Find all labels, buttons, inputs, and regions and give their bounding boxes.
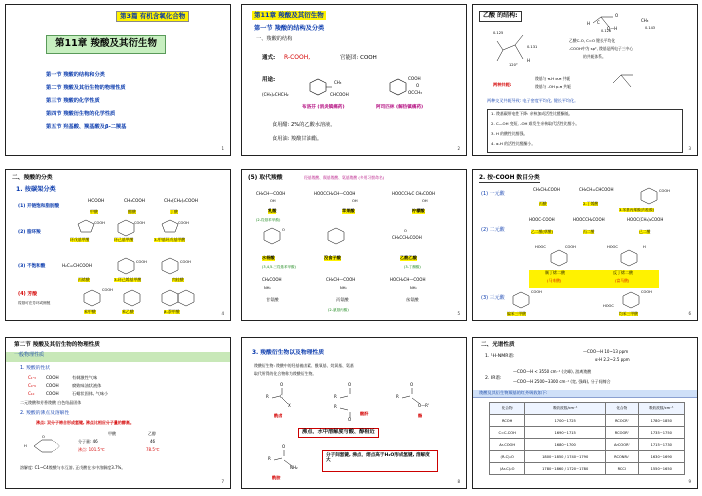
row-group: COOH — [46, 375, 59, 380]
formic-h: H — [587, 21, 591, 26]
compound-name: 3-环己烯基甲酸 — [114, 277, 142, 282]
slide-3 — [472, 4, 698, 156]
page-number: 7 — [221, 479, 224, 484]
summary-text: 两种交叉共轭导致: 电子密度平均化, 键长平均化。 — [487, 98, 579, 103]
table-cell: RCONR₂' — [606, 451, 639, 463]
section-title: 二、羧酸的分类 — [12, 175, 53, 181]
table-cell: 吸收波数/cm⁻¹ — [525, 403, 606, 415]
compound-name: 反丁烯二酸 — [613, 270, 633, 275]
formula: CH₃CH=CHCOOH — [579, 187, 614, 192]
conjugation-note: 羧基与 π-H σ-π 共轭 — [535, 76, 571, 81]
compound-name: 2-丁烯酸 — [583, 201, 599, 206]
general-formula: R-COOH, — [284, 54, 311, 61]
category-label: (2) 脂环羧 — [18, 230, 41, 235]
table-row — [490, 427, 685, 439]
slide-9 — [472, 337, 698, 489]
item-heading: 1. 羧酸的性状 — [20, 366, 51, 371]
table-cell: RCCl — [606, 463, 639, 475]
page-number: 4 — [221, 311, 224, 316]
o-label: O — [404, 229, 407, 233]
table-row — [490, 403, 685, 415]
chapter-title: 第11章 羧酸及其衍生物 — [46, 35, 166, 54]
subsection-title: 一般物理性质 — [14, 352, 45, 358]
compare-cell: 甲酸 — [108, 431, 116, 436]
ir-line: —COO—H < 3550 cm⁻¹ (尖峰), 游离羧酸 — [513, 369, 592, 374]
r-label: R — [396, 394, 399, 399]
structure-note: -COOH中为 sp², 羧基是两电子三中心 — [569, 46, 634, 51]
table-cell: RCOOR' — [606, 427, 639, 439]
table-cell: 1735~1750 — [638, 427, 684, 439]
table-cell: RCOCR' — [606, 415, 639, 427]
table-cell: C=C-COH — [490, 427, 525, 439]
category-label: (1) 开链饱和脂肪酸 — [18, 204, 60, 209]
table-cell: 1700~1725 — [525, 415, 606, 427]
ibuprofen-tail: CHCOOH — [330, 92, 349, 97]
nmr-line: —COO—H 10~13 ppm — [583, 349, 629, 354]
row-desc: 有刺激性气味 — [72, 375, 98, 380]
row-desc: 石蜡状固体, 气味小 — [72, 391, 109, 396]
compound-name: 环己基甲酸 — [114, 237, 134, 242]
o-label: O — [282, 444, 286, 449]
slide-5 — [241, 169, 467, 321]
compound-name: 环戊基甲酸 — [70, 237, 90, 242]
len-b: 0.126 — [601, 29, 612, 33]
table-cell: 化合物 — [490, 403, 525, 415]
bond-angle: 120° — [509, 63, 518, 67]
cooh-label: COOH — [178, 221, 189, 225]
h-label: H — [643, 245, 646, 249]
table-cell: 1690~1715 — [525, 427, 606, 439]
hooc-label: HOOC — [607, 245, 618, 249]
formula: HOOCCH₂COOH — [573, 217, 605, 222]
formula: HOOC(CH₂)₄COOH — [627, 217, 664, 222]
o-label: O — [42, 435, 45, 439]
compound-name: 均苯三甲酸 — [619, 311, 638, 316]
row-group: COOH — [46, 383, 59, 388]
compare-cell: 78.5℃ — [146, 447, 160, 452]
page-number: 5 — [457, 311, 460, 316]
bond-len-1: 0.125 — [493, 31, 504, 35]
compound-name: 苯甲酸 — [84, 309, 96, 314]
aspirin-cooh: COOH — [408, 76, 421, 81]
toc-item: 第二节 羧酸及其衍生物的物理性质 — [46, 85, 126, 91]
cooh-label: COOH — [180, 260, 191, 264]
compound-name: 丙酸 — [539, 201, 547, 206]
aspirin-ester: OCCH₃ — [408, 90, 422, 95]
amide-note: 分子间氢键, 沸点、熔点高于H₂O形成氢键, 溶解度大 — [326, 453, 430, 464]
nmr-heading: 1. ¹H-NMR谱: — [485, 354, 515, 359]
row-carbons: C₄-₉ — [28, 383, 36, 388]
cooh-label: COOH — [531, 290, 542, 294]
compound-alias: (马来酸) — [547, 278, 562, 283]
x-label: X — [288, 403, 291, 408]
property-item: 4. α-H 的活性比醛酮小。 — [491, 141, 536, 146]
len-a: 0.143 — [645, 26, 656, 30]
oh-label: OH — [422, 199, 428, 203]
property-item: 2. C—OH 变短, -OH 难发生亲核取代活性比醇小。 — [491, 121, 580, 126]
compound-note: (3-丁酮酸) — [404, 265, 421, 269]
table-cell: RCOH — [490, 415, 525, 427]
compound-name: 柠檬酸 — [412, 208, 425, 213]
compound-name: 丁酸 — [170, 209, 178, 214]
formula: CH₃CH₂COOH — [533, 187, 560, 192]
table-row — [490, 415, 685, 427]
compound-name: 肉桂酸 — [172, 277, 184, 282]
acetic-h: H — [527, 58, 531, 63]
compare-cell: 46 — [150, 439, 156, 444]
formula: HCOOH — [88, 199, 105, 204]
table-cell: 1780~1860 / 1720~1780 — [525, 463, 606, 475]
compound-name: 3-甲基环戊基甲酸 — [154, 237, 186, 242]
slide-6 — [472, 169, 698, 321]
formic-c: C — [597, 20, 600, 25]
formic-o: O — [615, 13, 619, 18]
nh2-label: NH₂ — [410, 286, 417, 290]
derivative-label: 酯 — [418, 413, 423, 418]
ring-drawings — [6, 170, 231, 321]
r-label: R — [266, 394, 269, 399]
ir-table-caption: 羧酸及其衍生物羰基的红外吸收如下: — [473, 390, 698, 398]
bond-len-2: 0.131 — [527, 45, 538, 49]
category-label: (1) 一元酸 — [481, 191, 505, 197]
slide-subtitle: 羟基羧酸、羰基羧酸、氨基羧酸 (多用习惯命名) — [304, 175, 385, 180]
table-cell: (R-C)₂O — [490, 451, 525, 463]
cooh-label: O — [282, 228, 285, 232]
property-item: 1. 羧基碳带电性下降: 亲核加成活性比醛酮低。 — [491, 111, 573, 116]
compound-name: 乙二酸(草酸) — [531, 229, 553, 234]
cooh-label: COOH — [641, 290, 652, 294]
cooh-label: COOH — [659, 189, 670, 193]
drug-label: 布洛芬 (消炎镇痛药) — [302, 105, 345, 110]
slide-title: 二、光谱性质 — [481, 342, 515, 348]
intro-line: 羧酸衍生物: 羧酸中的羟基被卤素、酰氧基、烷氧基、氨基 — [254, 363, 354, 368]
aspirin-o: O — [416, 83, 420, 88]
table-cell: 1680~1700 — [525, 439, 606, 451]
compound-name: 苹果酸 — [342, 208, 355, 213]
slide-title: 第二节 羧酸及其衍生物的物理性质 — [14, 342, 100, 348]
drug-label: 阿司匹林 (解热镇痛药) — [376, 105, 424, 110]
o-label: O — [410, 382, 414, 387]
formula: HOOCCH₂C CH₂COOH — [392, 191, 436, 196]
slide-4 — [5, 169, 231, 321]
vinegar-note: 食用醋: 2%的乙酸水溶液。 — [272, 122, 336, 128]
compound-name: 偏苯三甲酸 — [507, 311, 526, 316]
ir-table — [489, 402, 685, 475]
page-number: 1 — [221, 146, 224, 151]
table-cell: 1715~1730 — [638, 439, 684, 451]
subsection-title: 1. 按碳架分类 — [16, 186, 56, 193]
solid-note: 二元羧酸和芳香羧酸 白色结晶固体 — [20, 400, 82, 405]
table-cell: (Ar-C)₂O — [490, 463, 525, 475]
item-heading: 2. 羧酸的沸点及溶解性 — [20, 411, 70, 416]
slide-2 — [241, 4, 467, 156]
category-label: (2) 二元酸 — [481, 227, 505, 233]
table-row — [490, 451, 685, 463]
compound-note: (2-羟基苯甲酸) — [256, 218, 281, 222]
compound-name: 甲酸 — [90, 209, 98, 214]
compound-name: 醋酸 — [128, 209, 136, 214]
compare-cell: 分子量: 46 — [78, 439, 98, 444]
category-label: (3) 三元酸 — [481, 295, 505, 301]
r-label: R — [268, 456, 271, 461]
r-label: R — [334, 394, 337, 399]
o-label: O — [280, 382, 284, 387]
slide-title: 2. 按-COOH 数目分类 — [479, 175, 540, 181]
c-label: C — [280, 394, 283, 399]
compound-name: β-萘甲酸 — [164, 309, 180, 314]
compound-note: (3,4,5-三羟基苯甲酸) — [262, 265, 296, 269]
compare-cell: 沸点: 101.5℃ — [78, 447, 105, 452]
chem-drawing — [242, 5, 467, 156]
page-number: 8 — [457, 479, 460, 484]
toc-item: 第一节 羧酸的结构和分类 — [46, 72, 105, 78]
compound-name: 苯乙酸 — [122, 309, 134, 314]
table-cell: 1800~1850 / 1740~1790 — [525, 451, 606, 463]
structure-note: 的共轭体系。 — [583, 54, 606, 59]
functional-group: 官能团: COOH — [340, 55, 377, 61]
h-label: H — [24, 444, 27, 448]
ibuprofen-methyl: CH₃ — [334, 80, 342, 85]
page-number: 6 — [688, 311, 691, 316]
compound-name: 顺丁烯二酸 — [545, 270, 565, 275]
table-cell: 1780~1850 — [638, 415, 684, 427]
row-group: COOH — [46, 391, 59, 396]
table-cell: 1630~1690 — [638, 451, 684, 463]
formic-oh: O—H — [607, 26, 618, 31]
row-carbons: C₁-₃ — [28, 375, 36, 380]
nh2-label: NH₂ — [340, 286, 347, 290]
section-title: 第一节 羧酸的结构及分类 — [254, 25, 325, 32]
or-label: O—R' — [418, 403, 430, 408]
table-cell: 1550~1650 — [638, 463, 684, 475]
cooh-label: COOH — [136, 260, 147, 264]
compound-name: 己二酸 — [639, 229, 651, 234]
cooh-label: COOH — [94, 221, 105, 225]
conjugation-note: 羧基与 -OH p-π 共轭 — [535, 84, 571, 89]
derivative-label: 酸酐 — [360, 411, 369, 416]
compound-name: 乙酰乙酸 — [400, 255, 417, 260]
compound-name: 丙氨酸 — [336, 297, 349, 302]
formula: CH₃CCH₂COOH — [392, 235, 422, 240]
formula: HOOC-COOH — [529, 217, 555, 222]
compound-name: 甘氨酸 — [266, 297, 279, 302]
page-number: 3 — [688, 146, 691, 151]
acetic-ch3: CH₃ — [641, 18, 649, 23]
compound-name: 水杨酸 — [262, 255, 275, 260]
formula: CH₃COOH — [124, 199, 145, 204]
oh-label: OH — [352, 199, 358, 203]
slide-1 — [5, 4, 231, 156]
compound-name: 丙烯酸 — [78, 277, 90, 282]
category-label: (3) 不饱和酸 — [18, 264, 46, 269]
formula: CH₂COOH — [262, 277, 282, 282]
toc-item: 第三节 羧酸的化学性质 — [46, 98, 100, 104]
compare-cell: 乙醇 — [148, 431, 156, 436]
solubility-note: 溶解度: C1~C4羧酸与水互溶, 正戊酸在水中溶解度3.7%。 — [20, 465, 126, 470]
category-label: (4) 芳酸 — [18, 292, 37, 297]
o-label: O — [348, 417, 352, 422]
page-number: 2 — [457, 146, 460, 151]
general-label: 通式: — [262, 55, 276, 61]
table-cell: 吸收波数/cm⁻¹ — [638, 403, 684, 415]
formula: HOCH₂CH—COOH — [390, 277, 426, 282]
oh-label: OH — [270, 199, 276, 203]
oil-note: 食用油: 羧酸甘油酯。 — [272, 136, 323, 142]
table-row — [490, 439, 685, 451]
part-tag: 第3篇 有机含氧化合物 — [116, 11, 189, 22]
derivative-label: 酰卤 — [274, 413, 283, 418]
compound-name: 没食子酸 — [324, 255, 341, 260]
slide-title: (5) 取代羧酸 — [248, 175, 283, 181]
compound-name: 3-苯基丙烯酸(肉桂酸) — [619, 208, 655, 212]
formula: HOOCCH₂CH—COOH — [314, 191, 356, 196]
compound-name: 丝氨酸 — [406, 297, 419, 302]
toc-item: 第五节 羟基酸、羰基酸及β-二羰基 — [46, 124, 127, 130]
nmr-line: α-H 2.2~2.5 ppm — [595, 357, 630, 362]
subsection-title: 一、羧酸的结构 — [256, 36, 293, 42]
o-label: O — [348, 382, 352, 387]
compound-name: 乳酸 — [268, 208, 277, 213]
compound-alias: (富马酸) — [615, 278, 630, 283]
structure-note: 乙酸C-O, C=O 键长平均化 — [569, 38, 616, 43]
use-label: 用途: — [262, 77, 276, 83]
slide-7 — [5, 337, 231, 489]
intro-line: 取代所得的化合物称为羧酸衍生物。 — [254, 371, 317, 376]
cooh-label: COOH — [565, 245, 576, 249]
r-label: R — [334, 404, 337, 409]
structure-title: 乙酸 的结构: — [479, 11, 522, 22]
chapter-tag: 第11章 羧酸及其衍生物 — [254, 11, 324, 19]
hooc-label: HOOC — [603, 304, 614, 308]
summary-line — [487, 99, 578, 104]
nh2-label: NH₂ — [264, 286, 271, 290]
formula: CH₃CH—COOH — [256, 191, 286, 196]
compound-name: 丙二酸 — [583, 229, 595, 234]
page-number: 9 — [688, 479, 691, 484]
property-item: 3. H 的酸性比醇强。 — [491, 131, 528, 136]
ir-heading: 2. IR谱: — [485, 376, 502, 381]
cooh-label: COOH — [102, 288, 113, 292]
slide-8 — [241, 337, 467, 489]
cooh-label: COOH — [134, 221, 145, 225]
bp-note: 沸点: 双分子缔合形成氢键, 沸点比相应分子量的醇高。 — [36, 420, 134, 425]
slide-title: 3. 羧酸衍生物以及物理性质 — [252, 350, 325, 356]
formula: CH₃(CH₂)₂COOH — [164, 199, 198, 204]
category-note: 羧基可在芳环或侧链 — [18, 301, 51, 305]
boiling-highlight: 沸点、水中溶解度与酸、醇相近 — [298, 428, 379, 438]
row-desc: 腐败味油状液体 — [72, 383, 102, 388]
ir-line: —COO—H 2500~3300 cm⁻¹ (宽, 强峰), 分子间缔合 — [513, 379, 611, 384]
conjugation-label: 两种共轭: — [493, 82, 512, 87]
toc-item: 第四节 羧酸衍生物的化学性质 — [46, 111, 116, 117]
ibuprofen-formula: (CH₃)₂CHCH₂ — [262, 92, 289, 97]
compound-note: (2-氨基丙酸) — [328, 308, 349, 312]
hooc-label: HOOC — [535, 245, 546, 249]
row-carbons: C₁₀ — [28, 391, 35, 396]
formula: CH₃CH—COOH — [326, 277, 356, 282]
derivative-label: 酰胺 — [272, 475, 281, 480]
table-cell: Ar-COOH — [490, 439, 525, 451]
table-cell: 化合物 — [606, 403, 639, 415]
table-row — [490, 463, 685, 475]
nh2-label: NH₂ — [290, 465, 298, 470]
table-cell: ArCOOR' — [606, 439, 639, 451]
formula: H₂C=CHCOOH — [62, 263, 92, 268]
